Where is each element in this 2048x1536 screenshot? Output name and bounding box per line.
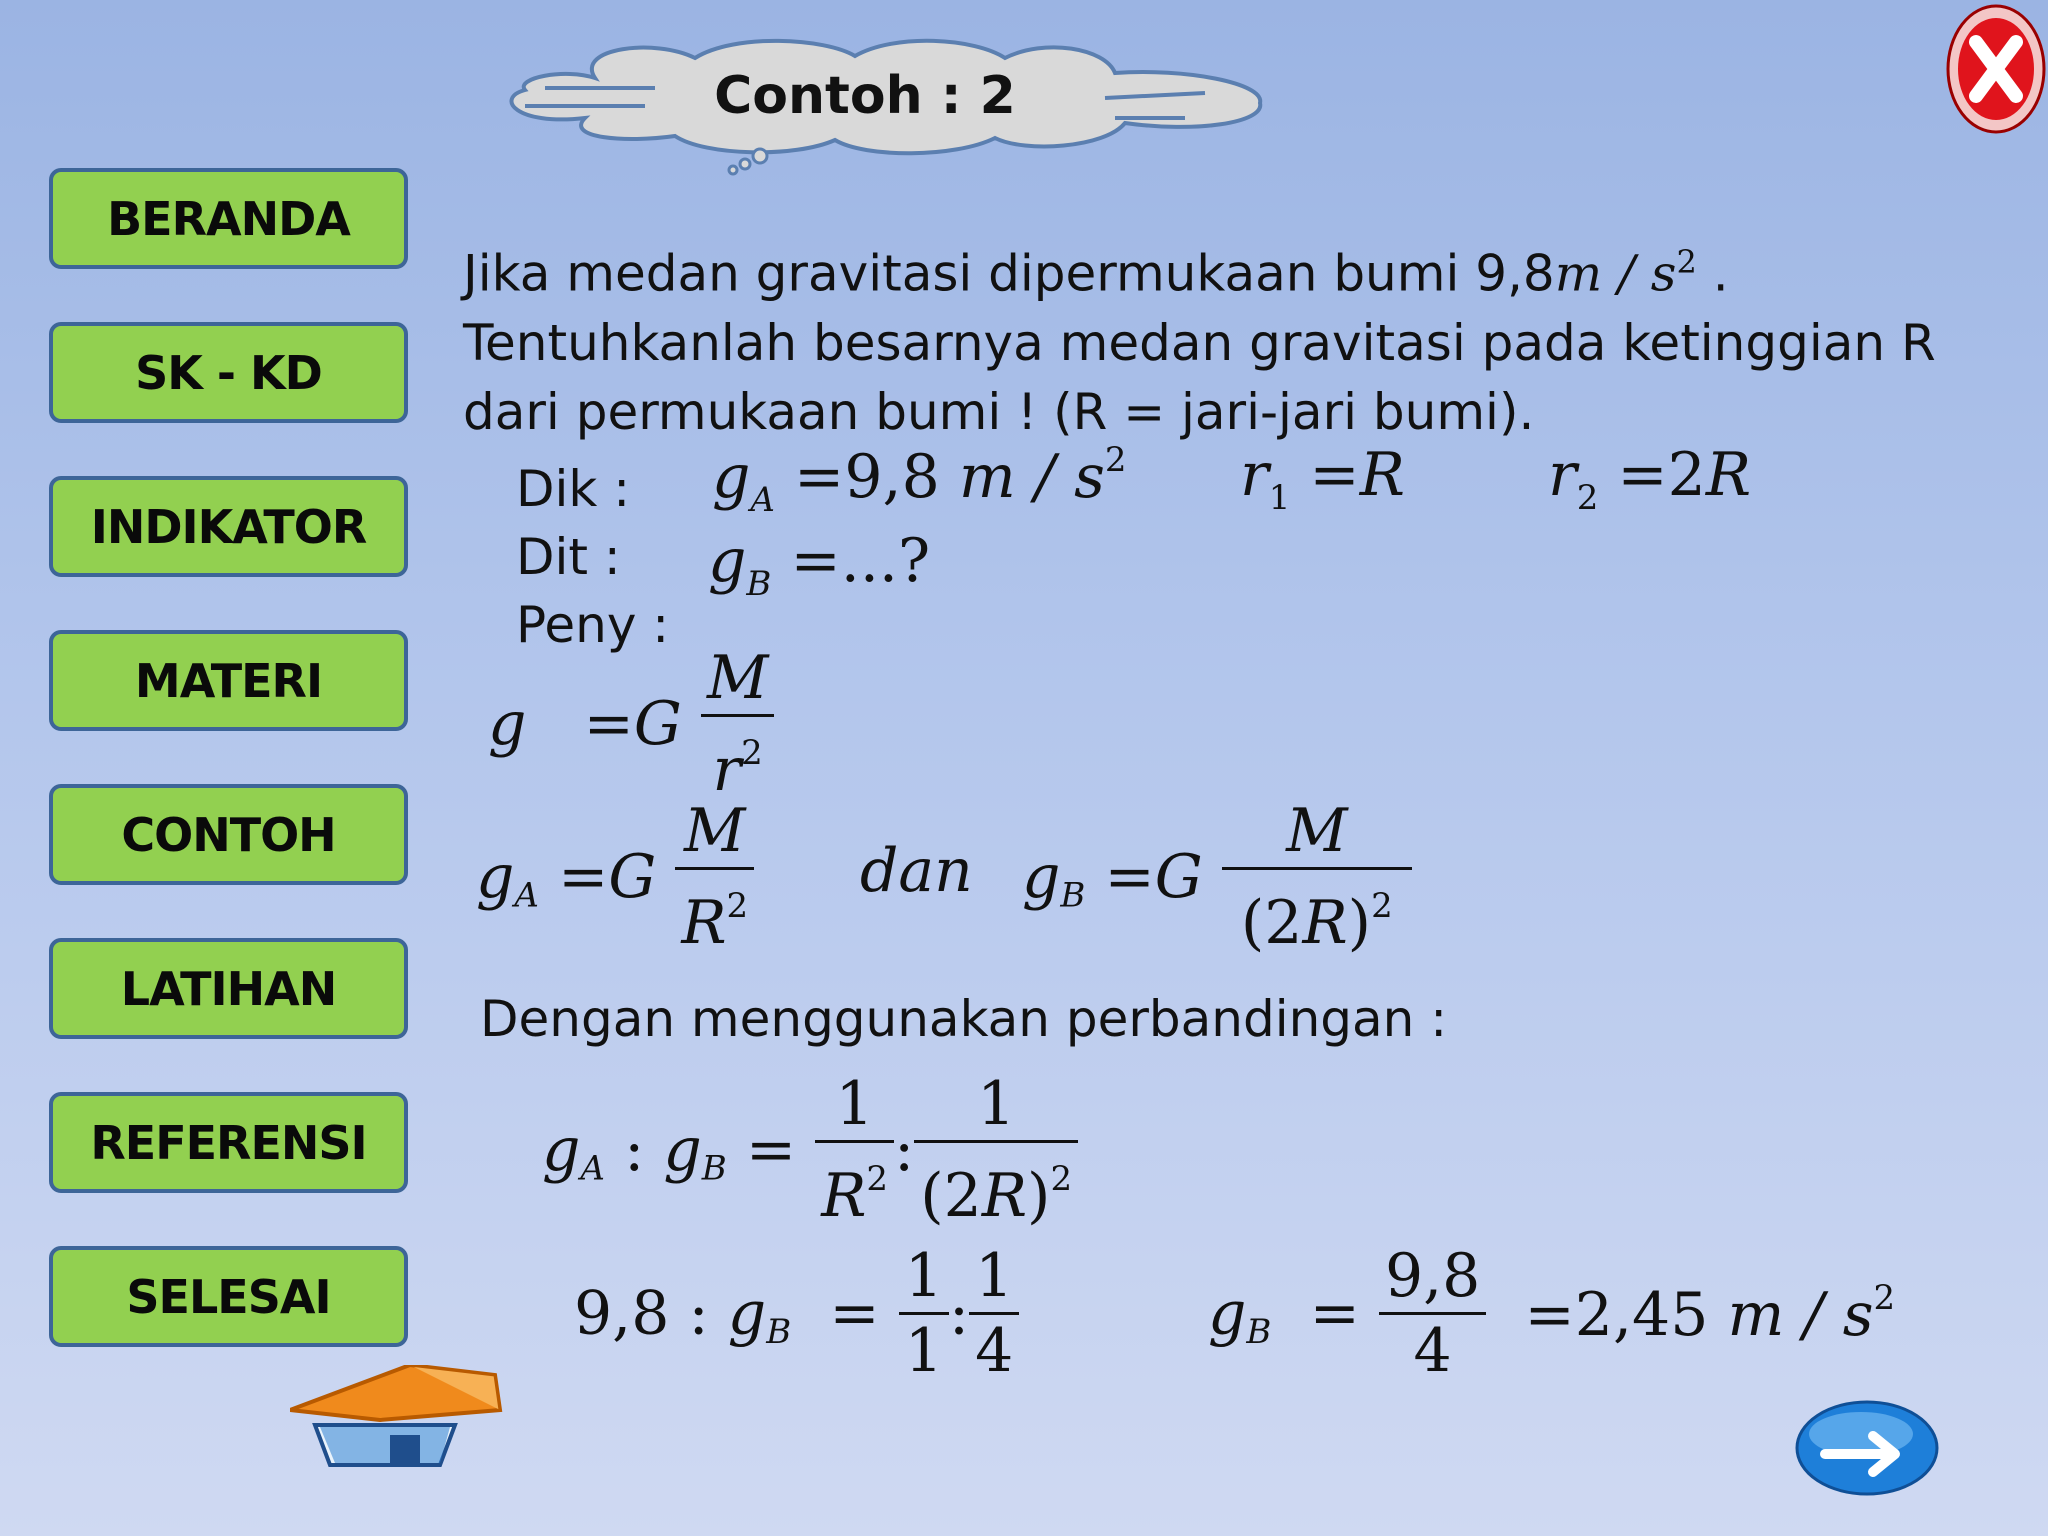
ratio-substitution: 9,8 : $g_B$ = $\frac{1}{1}$ : $\frac{1}{4}$ <box>574 1240 1019 1387</box>
close-button[interactable] <box>1946 4 2046 134</box>
next-button[interactable] <box>1795 1398 1940 1498</box>
nav-referensi-button[interactable]: REFERENSI <box>49 1092 408 1193</box>
dan-text: dan <box>860 836 973 906</box>
nav-selesai-button[interactable]: SELESAI <box>49 1246 408 1347</box>
comparison-label: Dengan menggunakan perbandingan : <box>480 990 1448 1048</box>
nav-sk-kd-button[interactable]: SK - KD <box>49 322 408 423</box>
nav-materi-button[interactable]: MATERI <box>49 630 408 731</box>
formula-ga: $g_A =G$ $\frac{M}{R^2}$ <box>476 795 754 959</box>
arrow-right-icon <box>1795 1398 1940 1498</box>
problem-line-3: dari permukaan bumi ! (R = jari-jari bumi). <box>463 382 1535 441</box>
known-ga: $g_A =9,8$ m / $s^2$ <box>712 440 1127 520</box>
unit-text: m / s <box>1554 244 1677 303</box>
asked-gb: $g_B$ =...? <box>708 526 931 604</box>
problem-statement <box>463 228 2023 447</box>
problem-line-2: Tentuhkanlah besarnya medan gravitasi pada ketinggian R <box>463 313 1936 372</box>
dit-label: Dit : <box>516 528 621 586</box>
page-title: Contoh : 2 <box>714 66 1016 126</box>
home-icon <box>290 1365 510 1475</box>
nav-latihan-button[interactable]: LATIHAN <box>49 938 408 1039</box>
result-gb: $g_B$ = $\frac{9,8}{4}$ =2,45 m / $s^2$ <box>1208 1241 1896 1386</box>
problem-line-1: Jika medan gravitasi dipermukaan bumi $9,8m / s^2$ . <box>463 243 1729 303</box>
known-r2: $r_2 =2R$ <box>1548 440 1752 518</box>
close-icon <box>1946 4 2046 134</box>
home-button[interactable] <box>290 1365 510 1475</box>
peny-label: Peny : <box>516 596 670 654</box>
title-cloud <box>505 28 1267 178</box>
dik-label: Dik : <box>516 460 631 518</box>
nav-beranda-button[interactable]: BERANDA <box>49 168 408 269</box>
formula-general: g =G $\frac{M}{r^2}$ <box>488 642 774 806</box>
known-r1: $r_1 =R$ <box>1240 440 1405 518</box>
ratio-formula: $g_A$ : $g_B$ = $\frac{1}{R^2}$ : $\frac{1}{(2R)^2}$ <box>542 1068 1078 1232</box>
nav-indikator-button[interactable]: INDIKATOR <box>49 476 408 577</box>
nav-contoh-button[interactable]: CONTOH <box>49 784 408 885</box>
formula-gb: $g_B =G$ $\frac{M}{(2R)^2}$ <box>1022 795 1412 959</box>
